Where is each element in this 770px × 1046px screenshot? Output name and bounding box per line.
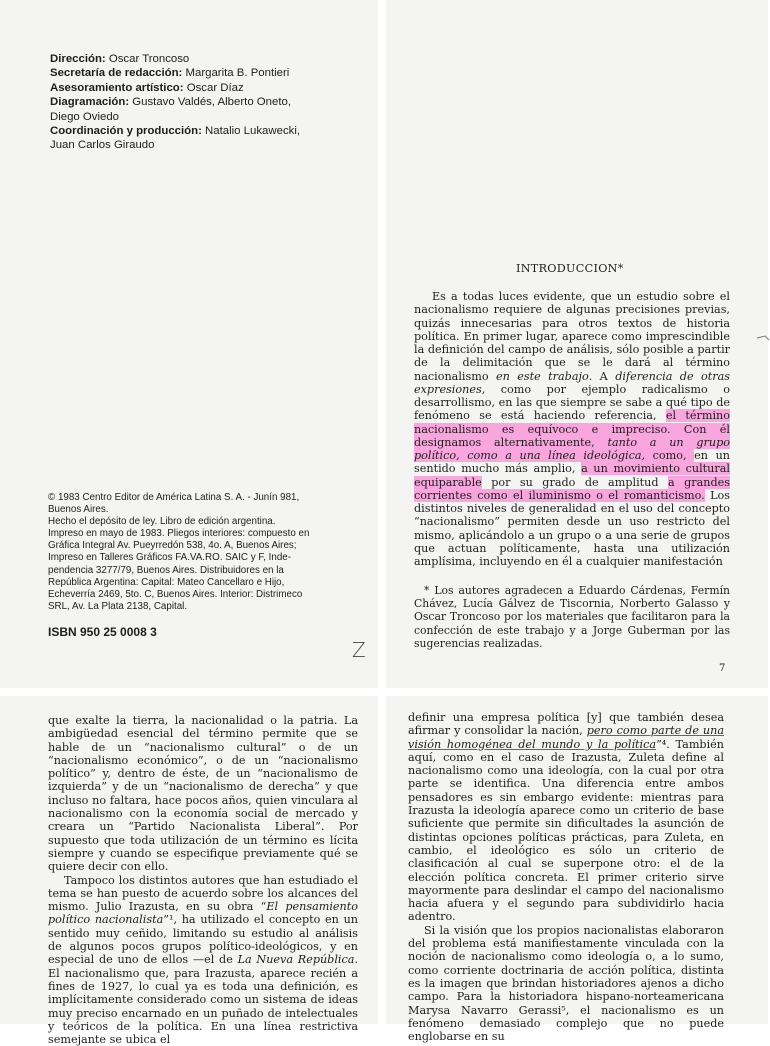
page-gutter-horizontal bbox=[0, 688, 768, 696]
paragraph: Si la visión que los propios nacionalistas elaboraron del problema está manifiestamente vinculada con la noción de nacionalismo como ideología o, a lo sumo, como corriente doctrinaria de acción política, distinta es la imagen que brindan historiadores ajenos a dicho campo. Para la historiadora hispano-norteamericana Marysa Navarro Gerassi⁵, el nacionalismo es un fenómeno demasiado complejo que no puede englobarse en su bbox=[408, 923, 724, 1044]
credit-layout-cont: Diego Oviedo bbox=[50, 110, 120, 123]
paragraph: que exalte la tierra, la nacionalidad o la patria. La ambigüedad esencial del término permite que se hable de un “nacionalismo cultural” o de un “nacionalismo económico”, o de un “nacionalismo político” y, dentro de éste, de un “nacionalismo de izquierda” y de un “nacionalismo de derecha” y que incluso no faltara, hace pocos años, quien vinculara al nacionalismo con la economía social de mercado y creara un “Partido Nacionalista Liberal”. Por supuesto que toda utilización de un término es lícita siempre y cuando se especifique previamente qué se quiere decir con ello. bbox=[48, 714, 358, 874]
highlight-5: a grandes corrientes como el iluminismo o el romanticismo. bbox=[414, 475, 730, 502]
page-bottom-right bbox=[386, 696, 768, 1044]
credit-coordination-cont: Juan Carlos Giraudo bbox=[50, 139, 155, 152]
page-top-left bbox=[0, 0, 378, 688]
credit-direction: Dirección: Oscar Troncoso bbox=[50, 53, 190, 65]
bottom-left-column bbox=[48, 714, 358, 1046]
credit-coordination: Coordinación y producción: Natalio Lukawecki, bbox=[50, 125, 301, 138]
handwritten-mark: Z bbox=[352, 638, 366, 662]
paragraph: definir una empresa política [y] que también desea afirmar y consolidar la nación, pero como parte de una visión homogénea del mundo y la política”⁴. También aquí, como en el caso de Irazusta, Zuleta define al nacionalismo como una ideología, con la cual por otra parte se identifica. Una diferencia entre ambos pensadores es sin embargo evidente: mientras para Irazusta la ideología aparece como un criterio de base suficiente que permite sin dificultades la asunción de distintas opciones políticas prácticas, para Zuleta, en cambio, el ideológico es sólo un criterio de clasificación al cual se superpone otro: el de la elección política concreta. El primer criterio sirve mayormente para deslindar el campo del nacionalismo hacia afuera y el segundo para subdividirlo hacia adentro. bbox=[408, 711, 724, 924]
highlight-1: el término nacionalismo es equívoco e impreciso. Con él designamos alternativamente, bbox=[414, 409, 730, 449]
credit-layout: Diagramación: Gustavo Valdés, Alberto Oneto, bbox=[50, 96, 292, 109]
page-gutter-vertical bbox=[378, 0, 386, 1024]
page-number: 7 bbox=[719, 663, 726, 674]
isbn: ISBN 950 25 0008 3 bbox=[48, 625, 157, 639]
page-top-right bbox=[386, 0, 768, 688]
highlight-3: como, bbox=[645, 449, 695, 462]
pen-mark-icon bbox=[756, 332, 770, 344]
introduction-paragraph: Es a todas luces evidente, que un estudio sobre el nacionalismo requiere de algunas precisiones previas, quizás innecesarias para otros textos de historia política. En primer lugar, aparece como imprescindible la definición del campo de análisis, sólo posible a partir de la delimitación que se le dará al término nacionalismo en este trabajo. A diferencia de otras expresiones, como por ejemplo radicalismo o desarrollismo, en las que siempre se sabe a qué tipo de fenómeno se está haciendo referencia, el término nacionalismo es equívoco e impreciso. Con él designamos alternativamente, tanto a un grupo político, como a una línea ideológica, como, en un sentido mucho más amplio, a un movimiento cultural equiparable por su grado de amplitud a grandes corrientes como el iluminismo o el romanticismo. Los distintos niveles de generalidad en el uso del concepto “nacionalismo” permiten desde un uso restricto del mismo, aplicándolo a un grupo o a una serie de grupos que actuan políticamente, hasta una utilización amplísima, incluyendo en él a cualquier manifestación bbox=[414, 290, 731, 568]
bottom-right-column bbox=[408, 711, 724, 1043]
copyright-block: © 1983 Centro Editor de América Latina S. A. - Junín 981, Buenos Aires. Hecho el depósito de ley. Libro de edición argentina. Impreso en mayo de 1983. Pliegos interiores: compuesto en Gráfica Integral Av. Pueyrredón 538, 4o. A, Buenos Aires; Impreso en Talleres Gráficos FA.VA.RO. SAIC y F, Inde- pendencia 3277/79, Buenos Aires. Distribuidores en la República Argentina: Capital: Mateo Cancellaro e Hijo, Echeverría 2469, 5to. C, Buenos Aires. Interior: Distrimeco SRL, Av. La Plata 2138, Capital. bbox=[48, 492, 310, 612]
paragraph: Tampoco los distintos autores que han estudiado el tema se han puesto de acuerdo sobre los alcances del mismo. Julio Irazusta, en su obra “El pensamiento político nacionalista”¹, ha utilizado el concepto en un sentido muy ceñido, limitando su estudio al análisis de algunos pocos grupos político-ideológicos, y en especial de uno de ellos —el de La Nueva República. El nacionalismo que, para Irazusta, aparece recién a fines de 1927, lo cual ya es toda una definición, es implícitamente considerado como un sistema de ideas muy preciso encarnado en un puñado de intelectuales y teóricos de la política. En una línea restrictiva semejante se ubica el bbox=[48, 873, 359, 1046]
credit-editorial-secretary: Secretaría de redacción: Margarita B. Pontieri bbox=[50, 67, 290, 80]
highlight-4: a un movimiento cultural equiparable bbox=[414, 462, 730, 489]
introduction-title: INTRODUCCION* bbox=[516, 262, 624, 275]
introduction-body bbox=[414, 290, 730, 568]
highlight-2: tanto a un grupo político, como a una línea ideológica, bbox=[414, 435, 730, 462]
credit-art-advisor: Asesoramiento artístico: Oscar Díaz bbox=[50, 81, 244, 94]
credits-block bbox=[50, 52, 350, 153]
footnote: * Los autores agradecen a Eduardo Cárdenas, Fermín Chávez, Lucía Gálvez de Tiscornia, Norberto Galasso y Oscar Troncoso por los materiales que facilitaron para la confección de este trabajo y a Jorge Guberman por las sugerencias realizadas. bbox=[414, 584, 730, 650]
